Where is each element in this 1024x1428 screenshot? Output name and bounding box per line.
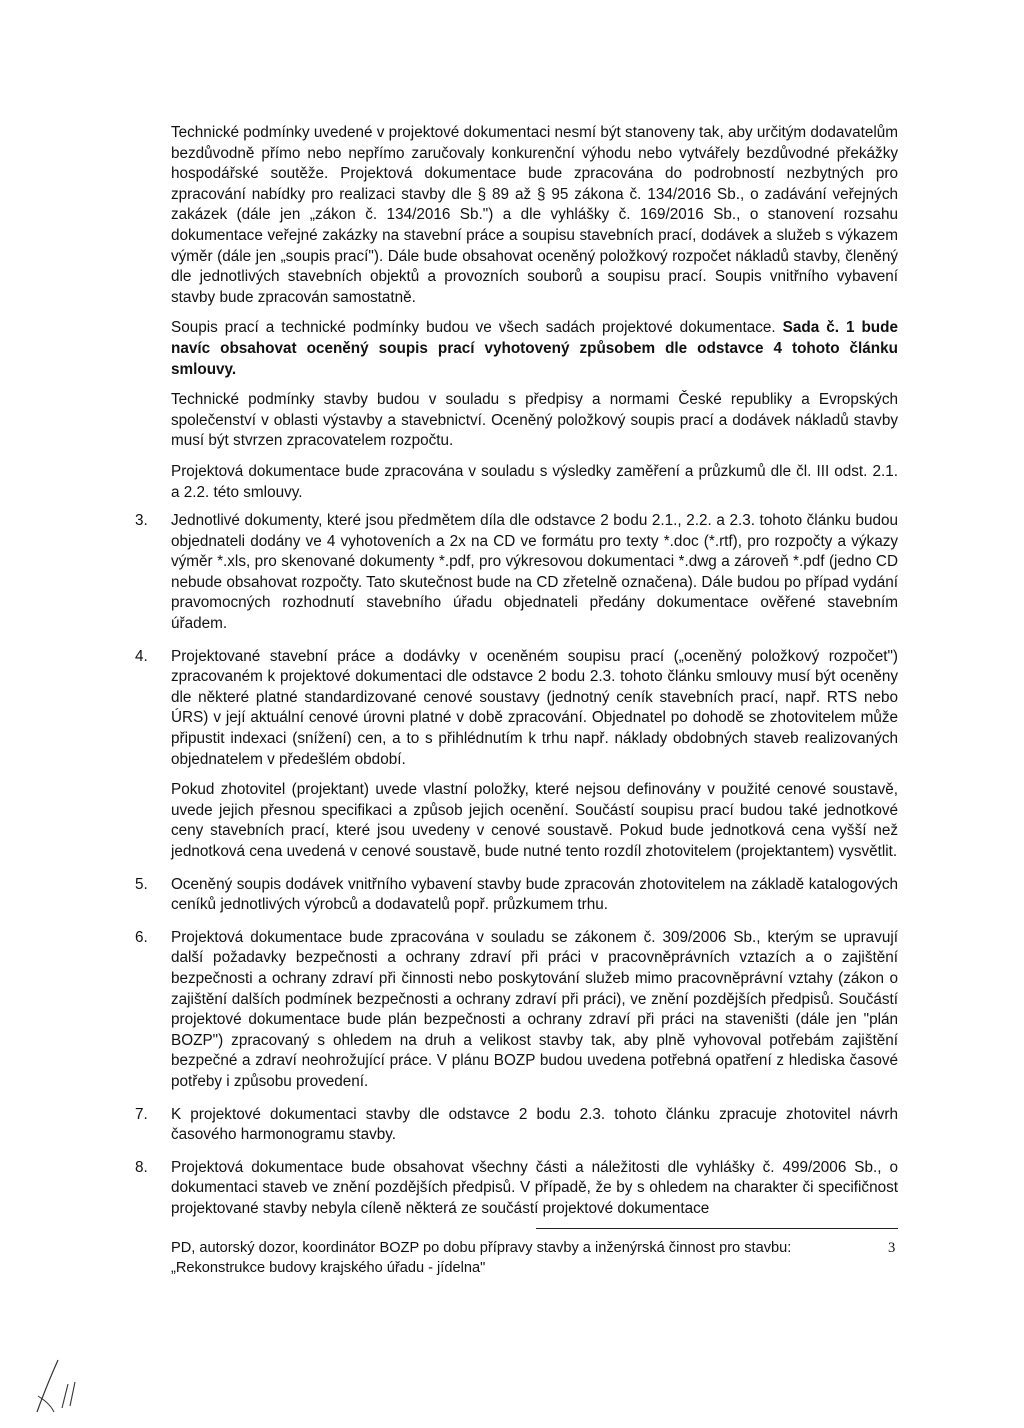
clause-number: 7. [135,1105,148,1123]
paragraph-work-list [171,318,898,380]
clause-3 [135,511,898,635]
clause-6 [135,928,898,1093]
handwritten-initials-mark [34,1356,84,1416]
clause-number: 3. [135,512,148,530]
clause-8 [135,1158,898,1220]
work-list-bold-text: Sada č. 1 bude navíc obsahovat oceněný soupis prací vyhotovený způsobem dle odstavce 4 tohoto článku smlouvy. [171,319,898,378]
work-list-text: Soupis prací a technické podmínky budou ve všech sadách projektové dokumentace. [171,319,783,337]
clause-text: Projektované stavební práce a dodávky v oceněném soupisu prací („oceněný položkový rozpočet") zpracovaném k projektové dokumentaci dle odstavce 2 bodu 2.3. tohoto článku smlouvy musí být oceněny dle některé platné standardizované cenové soustavy (jednotný ceník stavebních prací, např. RTS nebo ÚRS) v její aktuální cenové úrovni platné v době zpracování. Objednatel po dohodě se zhotovitelem může připustit indexaci (snížení) cen, a to s přihlédnutím k trhu např. náklady obdobných staveb realizovaných objednatelem v předešlém období. [171,647,898,768]
page-number: 3 [888,1240,896,1256]
clause-5 [135,875,898,916]
clause-number: 8. [135,1158,148,1176]
clause-number: 6. [135,928,148,946]
contract-body [135,123,898,1232]
clause-text: K projektové dokumentaci stavby dle odstavce 2 bodu 2.3. tohoto článku zpracuje zhotovitel návrh časového harmonogramu stavby. [171,1105,898,1144]
paragraph-technical-conditions: Technické podmínky uvedené v projektové dokumentaci nesmí být stanoveny tak, aby určitým dodavatelům bezdůvodně přímo nebo nepřímo zaručovaly konkurenční výhodu nebo vytvářely bezdůvodné překážky hospodářské soutěže. Projektová dokumentace bude zpracována do podrobností nezbytných pro zpracování nabídky pro realizaci stavby dle § 89 až § 95 zákona č. 134/2016 Sb., o zadávání veřejných zakázek (dále jen „zákon č. 134/2016 Sb.") a dle vyhlášky č. 169/2016 Sb., o stanovení rozsahu dokumentace veřejné zakázky na stavební práce a soupisu stavebních prací, dodávek a služeb s výkazem výměr (dále jen „soupis prací"). Dále bude obsahovat oceněný položkový rozpočet nákladů stavby, členěný dle jednotlivých stavebních objektů a provozních souborů a soupisu prací. Soupis vnitřního vybavení stavby bude zpracován samostatně. [171,124,898,306]
paragraph-standards: Technické podmínky stavby budou v souladu s předpisy a normami České republiky a Evropských společenství v oblasti výstavby a stavebnictví. Oceněný položkový soupis prací a dodávek nákladů stavby musí být stvrzen zpracovatelem rozpočtu. [171,391,898,450]
clause-text: Projektová dokumentace bude obsahovat všechny části a náležitosti dle vyhlášky č. 499/2006 Sb., o dokumentaci staveb ve znění pozdějších předpisů. V případě, že by s ohledem na charakter či specifičnost projektované stavby nebyla cíleně některá ze součástí projektové dokumentace [171,1158,898,1217]
clause-text: Pokud zhotovitel (projektant) uvede vlastní položky, které nejsou definovány v použité cenové soustavě, uvede jejich přesnou specifikaci a způsob jejich ocenění. Součástí soupisu prací budou také jednotkové ceny stavebních prací, které jsou uvedeny v cenové soustavě. Pokud bude jednotková cena vyšší než jednotková cena uvedená v cenové soustavě, bude nutné tento rozdíl zhotovitelem (projektantem) vysvětlit. [171,781,898,860]
clause-text: Projektová dokumentace bude zpracována v souladu se zákonem č. 309/2006 Sb., kterým se upravují další požadavky bezpečnosti a ochrany zdraví při práci v pracovněprávních vztazích a o zajištění bezpečnosti a ochrany zdraví při činnosti nebo poskytování služeb mimo pracovněprávní vztahy (zákon o zajištění dalších podmínek bezpečnosti a ochrany zdraví při práci), ve znění pozdějších předpisů. Součástí projektové dokumentace bude plán bezpečnosti a ochrany zdraví při práci na staveništi (dále jen "plán BOZP") zpracovaný s ohledem na druh a velikost stavby tak, aby plně vyhovoval potřebám zajištění bezpečné a zdraví neohrožující práce. V plánu BOZP budou uvedena potřebná opatření z hlediska časové potřeby i způsobu provedení. [171,928,898,1090]
paragraph-survey: Projektová dokumentace bude zpracována v souladu s výsledky zaměření a průzkumů dle čl. III odst. 2.1. a 2.2. této smlouvy. [171,462,898,501]
clause-number: 4. [135,647,148,665]
page-footer [171,1238,871,1278]
clause-7 [135,1105,898,1146]
clause-text: Oceněný soupis dodávek vnitřního vybavení stavby bude zpracován zhotovitelem na základě katalogových ceníků jednotlivých výrobců a dodavatelů popř. průzkumem trhu. [171,875,898,914]
clause-number: 5. [135,875,148,893]
footer-line-2: „Rekonstrukce budovy krajského úřadu - jídelna" [171,1260,486,1276]
clause-text: Jednotlivé dokumenty, které jsou předmětem díla dle odstavce 2 bodu 2.1., 2.2. a 2.3. tohoto článku budou objednateli dodány ve 4 vyhotoveních a 2x na CD ve formátu pro texty *.doc (*.rtf), pro rozpočty a výkazy výměr *.xls, pro skenované dokumenty *.pdf, pro výkresovou dokumentaci *.dwg a zároveň *.pdf (jedno CD nebude obsahovat rozpočty. Tato skutečnost bude na CD zřetelně označena). Dále budou po případ vydání pravomocných rozhodnutí stavebního úřadu objednateli předány dokumentace ověřené stavebním úřadem. [171,512,898,633]
footer-line-1: PD, autorský dozor, koordinátor BOZP po dobu přípravy stavby a inženýrská činnost pro stavbu: [171,1240,792,1256]
clause-4 [135,647,898,863]
footer-divider [536,1228,898,1229]
